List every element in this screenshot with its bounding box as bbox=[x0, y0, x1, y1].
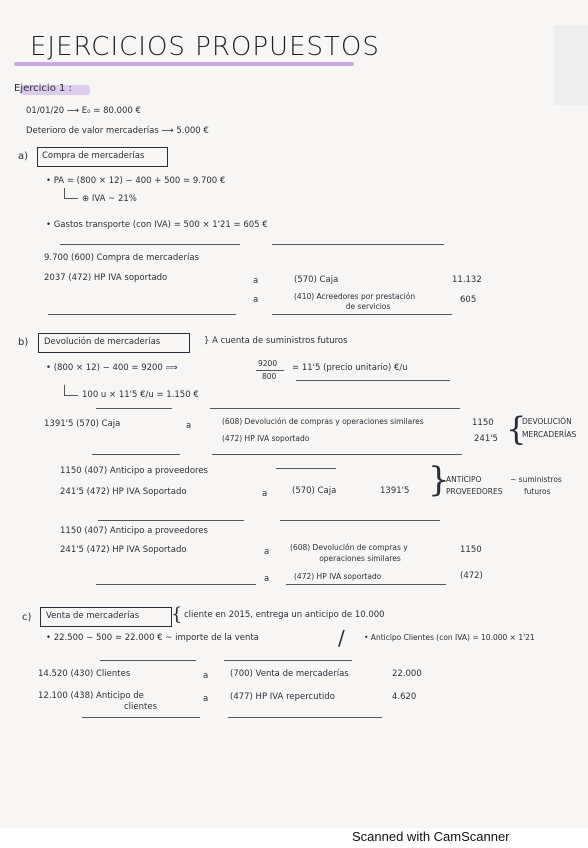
entry-c1-connector: a bbox=[203, 671, 209, 681]
arrow-foot bbox=[64, 395, 78, 396]
entry-a-row-2-amount: 11.132 bbox=[452, 275, 482, 285]
separator bbox=[96, 408, 172, 409]
entry-b2-connector: a bbox=[262, 489, 268, 499]
section-a-iva-line: ⊕ IVA ~ 21% bbox=[82, 194, 137, 204]
brace: } bbox=[428, 460, 450, 500]
separator bbox=[212, 454, 462, 455]
note-anticipo-2: PROVEEDORES bbox=[446, 487, 503, 496]
separator bbox=[210, 408, 460, 409]
entry-a-row-3-right-1: (410) Acreedores por prestación bbox=[294, 292, 416, 301]
entry-a-row-1: 9.700 (600) Compra de mercaderías bbox=[44, 253, 199, 263]
scanner-watermark-bar bbox=[0, 828, 588, 848]
arrow-stem bbox=[64, 188, 65, 198]
section-b-calc-left: • (800 × 12) − 400 = 9200 ⟹ bbox=[46, 363, 178, 373]
entry-a-row-3-amount: 605 bbox=[460, 295, 477, 305]
arrow-stem bbox=[64, 385, 65, 395]
entry-a-row-2-left: 2037 (472) HP IVA soportado bbox=[44, 273, 168, 283]
header-line-2: Deterioro de valor mercaderías ⟶ 5.000 € bbox=[26, 126, 209, 136]
entry-c1-left: 14.520 (430) Clientes bbox=[38, 669, 131, 679]
section-c-letter: c) bbox=[22, 612, 32, 623]
page-edge-shadow bbox=[554, 25, 588, 105]
separator bbox=[98, 520, 244, 521]
entry-b3-right-2-amount: (472) bbox=[460, 571, 483, 581]
separator bbox=[272, 244, 444, 245]
section-c-calc-right: • Anticipo Clientes (con IVA) = 10.000 × 1'21 bbox=[364, 633, 535, 642]
entry-b3-right-1-b: operaciones similares bbox=[319, 554, 401, 563]
header-line-1: 01/01/20 ⟶ E₀ = 80.000 € bbox=[26, 106, 141, 116]
note-anticipo-1: ANTICIPO bbox=[446, 475, 482, 484]
separator bbox=[92, 454, 180, 455]
entry-b2-amount: 1391'5 bbox=[380, 486, 410, 496]
entry-b3-right-2: (472) HP IVA soportado bbox=[294, 572, 382, 581]
entry-b3-right-1-amount: 1150 bbox=[460, 545, 482, 555]
entry-b1-connector: a bbox=[186, 421, 192, 431]
entry-c1-amount: 22.000 bbox=[392, 669, 422, 679]
entry-b3-right-1-a: (608) Devolución de compras y bbox=[290, 543, 408, 552]
section-b-calc-right: = 11'5 (precio unitario) €/u bbox=[292, 363, 408, 373]
entry-b3-connector: a bbox=[264, 547, 270, 557]
exercise-label: Ejercicio 1 : bbox=[14, 83, 72, 94]
page-title: EJERCICIOS PROPUESTOS bbox=[30, 32, 380, 62]
entry-a-row-2-right: (570) Caja bbox=[294, 275, 339, 285]
section-c-note: cliente en 2015, entrega un anticipo de 10.000 bbox=[184, 610, 385, 620]
entry-a-connector: a bbox=[253, 295, 259, 305]
separator bbox=[286, 584, 446, 585]
entry-c1-right: (700) Venta de mercaderías bbox=[230, 669, 349, 679]
entry-b3-left-1: 1150 (407) Anticipo a proveedores bbox=[60, 526, 208, 536]
entry-b3-left-2: 241'5 (472) HP IVA Soportado bbox=[60, 545, 187, 555]
separator bbox=[228, 717, 382, 718]
entry-b2-left-1: 1150 (407) Anticipo a proveedores bbox=[60, 466, 208, 476]
entry-c2-left-1: 12.100 (438) Anticipo de bbox=[38, 691, 144, 701]
entry-a-connector: a bbox=[253, 276, 259, 286]
separator bbox=[280, 520, 440, 521]
entry-b2-right: (570) Caja bbox=[292, 486, 337, 496]
entry-c2-left-2: clientes bbox=[124, 702, 158, 712]
separator bbox=[276, 468, 336, 469]
entry-b1-right-1-amount: 1150 bbox=[472, 418, 494, 428]
brace: { bbox=[171, 604, 183, 625]
separator bbox=[48, 314, 236, 315]
section-a-gastos-line: • Gastos transporte (con IVA) = 500 × 1'21 = 605 € bbox=[46, 220, 268, 230]
entry-c2-amount: 4.620 bbox=[392, 692, 417, 702]
entry-b1-right-2: (472) HP IVA soportado bbox=[222, 434, 310, 443]
separator bbox=[60, 244, 240, 245]
separator bbox=[272, 314, 452, 315]
separator bbox=[82, 717, 200, 718]
entry-b3-connector: a bbox=[264, 574, 270, 584]
fraction-denominator: 800 bbox=[262, 372, 277, 381]
section-c-separator-slash: / bbox=[338, 626, 345, 650]
section-a-letter: a) bbox=[18, 151, 29, 162]
entry-b1-right-1: (608) Devolución de compras y operaciones similares bbox=[222, 417, 424, 426]
section-a-title: Compra de mercaderías bbox=[42, 151, 145, 161]
section-c-calc-left: • 22.500 − 500 = 22.000 € ~ importe de la venta bbox=[46, 633, 259, 643]
section-b-note: } A cuenta de suministros futuros bbox=[204, 336, 348, 346]
entry-b1-right-2-amount: 241'5 bbox=[474, 434, 498, 444]
separator bbox=[100, 660, 196, 661]
scanner-watermark: Scanned with CamScanner bbox=[352, 829, 510, 844]
fraction-numerator: 9200 bbox=[258, 359, 278, 368]
section-b-unit-line: 100 u × 11'5 €/u = 1.150 € bbox=[82, 390, 199, 400]
entry-c2-connector: a bbox=[203, 694, 209, 704]
note-anticipo-3: ~ suministros bbox=[510, 475, 562, 484]
entry-b2-left-2: 241'5 (472) HP IVA Soportado bbox=[60, 487, 187, 497]
note-devolucion-1: DEVOLUCIÓN bbox=[522, 417, 572, 426]
arrow-foot bbox=[64, 198, 78, 199]
section-b-letter: b) bbox=[18, 337, 29, 348]
section-a-pa-line: • PA = (800 × 12) − 400 + 500 = 9.700 € bbox=[46, 176, 226, 186]
separator bbox=[96, 584, 256, 585]
fraction-bar bbox=[256, 370, 284, 371]
title-highlight bbox=[14, 62, 354, 66]
section-c-title: Venta de mercaderías bbox=[46, 611, 140, 621]
entry-a-row-3-right-2: de servicios bbox=[345, 302, 391, 311]
brace: { bbox=[506, 410, 527, 448]
entry-b1-left: 1391'5 (570) Caja bbox=[44, 419, 121, 429]
entry-c2-right: (477) HP IVA repercutido bbox=[230, 692, 335, 702]
section-b-title: Devolución de mercaderías bbox=[44, 337, 161, 347]
separator bbox=[224, 660, 352, 661]
note-devolucion-2: MERCADERÍAS bbox=[522, 430, 577, 439]
note-anticipo-4: futuros bbox=[524, 487, 551, 496]
separator bbox=[296, 380, 450, 381]
